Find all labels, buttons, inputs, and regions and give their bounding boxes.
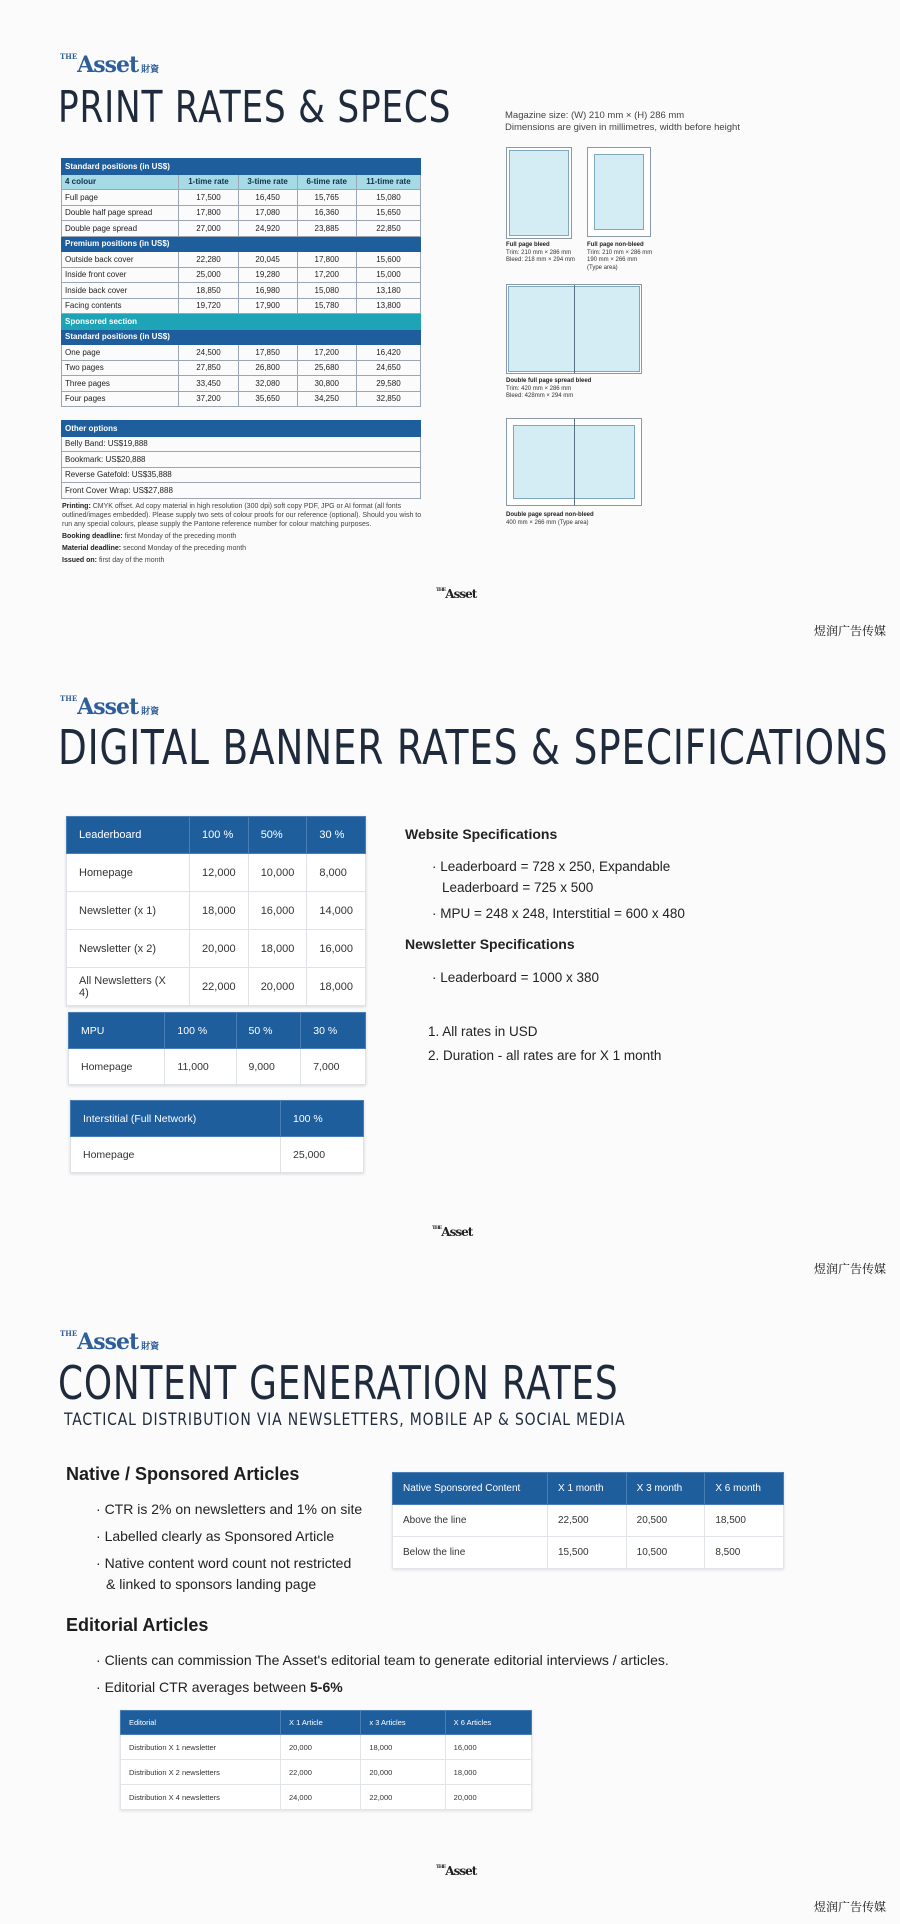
column-header: 100 % xyxy=(165,1013,236,1049)
table-cell: 30,800 xyxy=(297,376,356,392)
table-cell: 34,250 xyxy=(297,391,356,407)
table-cell: Double page spread xyxy=(62,221,179,237)
double-page-nonbleed-caption: Double page spread non-bleed 400 mm × 266 mm (Type area) xyxy=(506,512,594,526)
table-cell: 16,000 xyxy=(248,892,307,930)
table-cell: Below the line xyxy=(393,1537,548,1569)
table-cell: 17,800 xyxy=(179,205,238,221)
table-row xyxy=(62,376,421,392)
bullet-item: · Editorial CTR averages between 5-6% xyxy=(96,1679,343,1695)
table-cell: 18,850 xyxy=(179,283,238,299)
table-cell: 10,000 xyxy=(248,854,307,892)
double-page-bleed-caption: Double full page spread bleed Trim: 420 mm × 286 mm Bleed: 428mm × 294 mm xyxy=(506,378,592,399)
table-cell: 22,850 xyxy=(356,221,420,237)
table-row xyxy=(121,1785,532,1810)
magazine-size: Magazine size: (W) 210 mm × (H) 286 mm Dimensions are given in millimetres, width before height xyxy=(505,110,740,133)
mpu-table xyxy=(68,1012,366,1085)
column-header: MPU xyxy=(69,1013,165,1049)
table-row xyxy=(62,483,421,499)
table-cell: 9,000 xyxy=(236,1049,301,1085)
note-item: 2. Duration - all rates are for X 1 month xyxy=(428,1048,662,1063)
table-cell: 16,420 xyxy=(356,345,420,361)
table-cell: Inside front cover xyxy=(62,267,179,283)
full-page-nonbleed-diagram xyxy=(587,147,651,237)
table-cell: 19,720 xyxy=(179,298,238,314)
table-cell: 20,000 xyxy=(281,1735,361,1760)
table-cell: 22,280 xyxy=(179,252,238,268)
table-row xyxy=(71,1137,364,1173)
table-cell: 29,580 xyxy=(356,376,420,392)
page-title: DIGITAL BANNER RATES & SPECIFICATIONS xyxy=(58,720,889,776)
digital-section xyxy=(0,640,900,1280)
table-cell: 12,000 xyxy=(190,854,249,892)
native-title: Native / Sponsored Articles xyxy=(66,1464,300,1484)
footer-logo: $^{THE}$Asset xyxy=(436,1864,477,1878)
table-cell: Facing contents xyxy=(62,298,179,314)
table-cell: Distribution X 2 newsletters xyxy=(121,1760,281,1785)
table-cell: 27,850 xyxy=(179,360,238,376)
editorial-title: Editorial Articles xyxy=(66,1615,209,1635)
footer-logo: $^{THE}$Asset xyxy=(436,587,477,601)
column-header: 1-time rate xyxy=(179,174,238,190)
table-cell: 24,650 xyxy=(356,360,420,376)
table-cell: 15,080 xyxy=(297,283,356,299)
full-page-bleed-diagram xyxy=(506,147,572,239)
column-header: Interstitial (Full Network) xyxy=(71,1101,281,1137)
bullet-item: · CTR is 2% on newsletters and 1% on site xyxy=(96,1501,363,1517)
table-row xyxy=(393,1537,784,1569)
table-row xyxy=(62,267,421,283)
table-cell: Distribution X 1 newsletter xyxy=(121,1735,281,1760)
table-cell: 25,680 xyxy=(297,360,356,376)
column-header: Leaderboard xyxy=(67,817,190,854)
table-row xyxy=(62,467,421,483)
column-header: 3-time rate xyxy=(238,174,297,190)
the-asset-logo: $^{THE}$Asset 財資 xyxy=(60,1329,160,1355)
bullet-item-continued: & linked to sponsors landing page xyxy=(106,1576,317,1592)
table-cell: Inside back cover xyxy=(62,283,179,299)
table-cell: Newsletter (x 2) xyxy=(67,930,190,968)
column-header: X 1 month xyxy=(548,1473,627,1505)
table-row xyxy=(62,436,421,452)
table-cell: 22,000 xyxy=(281,1760,361,1785)
table-cell: All Newsletters (X 4) xyxy=(67,968,190,1006)
table-cell: 13,180 xyxy=(356,283,420,299)
spec-item: · MPU = 248 x 248, Interstitial = 600 x 480 xyxy=(432,906,685,921)
table-cell: 8,000 xyxy=(307,854,366,892)
table-cell: 18,500 xyxy=(705,1505,784,1537)
table-cell: 24,500 xyxy=(179,345,238,361)
table-cell: 8,500 xyxy=(705,1537,784,1569)
double-page-bleed-diagram xyxy=(506,284,642,374)
table-cell: Full page xyxy=(62,190,179,206)
column-header: 30 % xyxy=(301,1013,366,1049)
editorial-table xyxy=(120,1710,532,1810)
column-header: x 3 Articles xyxy=(361,1711,445,1735)
table-cell: 22,000 xyxy=(190,968,249,1006)
table-row xyxy=(121,1735,532,1760)
table-cell: 15,000 xyxy=(356,267,420,283)
bullet-item: · Labelled clearly as Sponsored Article xyxy=(96,1528,335,1544)
table-row xyxy=(69,1049,366,1085)
table-row xyxy=(62,283,421,299)
native-sponsored-table xyxy=(392,1472,784,1569)
content-section xyxy=(0,1280,900,1924)
table-cell: 15,080 xyxy=(356,190,420,206)
print-section xyxy=(0,0,900,640)
page-subtitle: TACTICAL DISTRIBUTION VIA NEWSLETTERS, MOBILE AP & SOCIAL MEDIA xyxy=(64,1410,626,1430)
table-cell: 16,360 xyxy=(297,205,356,221)
table-cell: Homepage xyxy=(69,1049,165,1085)
table-cell: 16,450 xyxy=(238,190,297,206)
column-header: 30 % xyxy=(307,817,366,854)
table-row xyxy=(62,391,421,407)
table-cell: 27,000 xyxy=(179,221,238,237)
watermark-text: 煜润广告传媒 xyxy=(813,1900,886,1914)
table-cell: One page xyxy=(62,345,179,361)
table-cell: 15,650 xyxy=(356,205,420,221)
table-cell: 18,000 xyxy=(307,968,366,1006)
table-cell: 18,000 xyxy=(190,892,249,930)
page-title: PRINT RATES & SPECS xyxy=(58,82,452,133)
table-cell: 17,200 xyxy=(297,345,356,361)
table-cell: 32,850 xyxy=(356,391,420,407)
table-row xyxy=(393,1505,784,1537)
table-cell: 20,000 xyxy=(361,1760,445,1785)
table-row xyxy=(62,345,421,361)
table-cell: 20,000 xyxy=(445,1785,531,1810)
table-cell: 25,000 xyxy=(281,1137,364,1173)
footer-logo: $^{THE}$Asset xyxy=(432,1225,473,1239)
table-cell: Double half page spread xyxy=(62,205,179,221)
table-cell: 17,500 xyxy=(179,190,238,206)
watermark-text: 煜润广告传媒 xyxy=(813,1262,886,1276)
section-label: Other options xyxy=(62,421,421,437)
table-cell: Reverse Gatefold: US$35,888 xyxy=(62,467,421,483)
table-row xyxy=(67,892,366,930)
table-cell: Homepage xyxy=(71,1137,281,1173)
table-row xyxy=(62,360,421,376)
table-cell: 24,000 xyxy=(281,1785,361,1810)
table-cell: 20,500 xyxy=(626,1505,705,1537)
column-header: Native Sponsored Content xyxy=(393,1473,548,1505)
section-label: Premium positions (in US$) xyxy=(62,236,421,252)
table-cell: 22,000 xyxy=(361,1785,445,1810)
table-cell: 33,450 xyxy=(179,376,238,392)
table-cell: 17,800 xyxy=(297,252,356,268)
the-asset-logo: $^{THE}$Asset 財資 xyxy=(60,694,160,720)
table-cell: 18,000 xyxy=(445,1760,531,1785)
table-cell: 16,000 xyxy=(307,930,366,968)
table-cell: 15,765 xyxy=(297,190,356,206)
double-page-nonbleed-diagram xyxy=(506,418,642,506)
spec-item: · Leaderboard = 728 x 250, Expandable xyxy=(432,859,671,874)
table-cell: 16,980 xyxy=(238,283,297,299)
table-cell: 23,885 xyxy=(297,221,356,237)
table-cell: 11,000 xyxy=(165,1049,236,1085)
table-cell: 16,000 xyxy=(445,1735,531,1760)
note-item: 1. All rates in USD xyxy=(428,1024,538,1039)
table-row xyxy=(62,452,421,468)
column-header: 4 colour xyxy=(62,174,179,190)
print-notes: Printing: CMYK offset. Ad copy material in high resolution (300 dpi) soft copy PDF, JPG or AI format (all fonts outlined/images embedded). Please supply two sets of colour proofs for our reference (optional). Should you wish to run any special colours, please supply the Pantone reference number for colour matching purposes. Booking deadline: first Monday of the preceding month Material deadline: second Monday of the preceding month Issued on: first day of the month xyxy=(62,503,422,564)
spec-item: · Leaderboard = 1000 x 380 xyxy=(432,970,600,985)
table-cell: Three pages xyxy=(62,376,179,392)
table-cell: Bookmark: US$20,888 xyxy=(62,452,421,468)
section-label: Sponsored section xyxy=(62,314,421,330)
bullet-item: · Native content word count not restricted xyxy=(96,1555,352,1571)
table-cell: 17,200 xyxy=(297,267,356,283)
print-rates-table xyxy=(61,158,421,407)
table-cell: 19,280 xyxy=(238,267,297,283)
table-cell: Two pages xyxy=(62,360,179,376)
table-cell: Newsletter (x 1) xyxy=(67,892,190,930)
column-header: X 3 month xyxy=(626,1473,705,1505)
table-cell: 7,000 xyxy=(301,1049,366,1085)
leaderboard-table xyxy=(66,816,366,1006)
the-asset-logo: $^{THE}$Asset 財資 xyxy=(60,52,160,78)
table-cell: 15,600 xyxy=(356,252,420,268)
column-header: X 6 month xyxy=(705,1473,784,1505)
bullet-item: · Clients can commission The Asset's editorial team to generate editorial interviews / articles. xyxy=(96,1652,669,1668)
table-cell: Four pages xyxy=(62,391,179,407)
table-cell: 18,000 xyxy=(361,1735,445,1760)
table-cell: 18,000 xyxy=(248,930,307,968)
table-cell: 15,780 xyxy=(297,298,356,314)
table-row xyxy=(62,221,421,237)
full-page-nonbleed-caption: Full page non-bleed Trim: 210 mm × 286 mm 190 mm × 266 mm (Type area) xyxy=(587,242,653,271)
table-row xyxy=(121,1760,532,1785)
table-cell: 17,900 xyxy=(238,298,297,314)
table-cell: 17,080 xyxy=(238,205,297,221)
interstitial-table xyxy=(70,1100,364,1173)
table-cell: 13,800 xyxy=(356,298,420,314)
table-cell: Homepage xyxy=(67,854,190,892)
column-header: 50% xyxy=(248,817,307,854)
table-row xyxy=(62,252,421,268)
full-page-bleed-caption: Full page bleed Trim: 210 mm × 286 mm Bleed: 218 mm × 294 mm xyxy=(506,242,575,263)
table-cell: 14,000 xyxy=(307,892,366,930)
table-row xyxy=(67,854,366,892)
table-cell: 22,500 xyxy=(548,1505,627,1537)
table-cell: Front Cover Wrap: US$27,888 xyxy=(62,483,421,499)
table-row xyxy=(62,298,421,314)
page-title: CONTENT GENERATION RATES xyxy=(58,1356,619,1410)
table-row xyxy=(67,930,366,968)
column-header: X 1 Article xyxy=(281,1711,361,1735)
table-cell: 15,500 xyxy=(548,1537,627,1569)
column-header: 100 % xyxy=(190,817,249,854)
table-row xyxy=(62,190,421,206)
newsletter-spec-title: Newsletter Specifications xyxy=(405,936,575,952)
website-spec-title: Website Specifications xyxy=(405,826,558,842)
table-cell: Belly Band: US$19,888 xyxy=(62,436,421,452)
spec-item: Leaderboard = 725 x 500 xyxy=(442,880,594,895)
table-cell: 10,500 xyxy=(626,1537,705,1569)
column-header: 50 % xyxy=(236,1013,301,1049)
table-cell: Distribution X 4 newsletters xyxy=(121,1785,281,1810)
table-cell: 20,000 xyxy=(248,968,307,1006)
table-cell: Outside back cover xyxy=(62,252,179,268)
table-cell: 32,080 xyxy=(238,376,297,392)
other-options-table xyxy=(61,420,421,499)
table-cell: 25,000 xyxy=(179,267,238,283)
section-label: Standard positions (in US$) xyxy=(62,329,421,345)
table-cell: 26,800 xyxy=(238,360,297,376)
column-header: 11-time rate xyxy=(356,174,420,190)
table-cell: 37,200 xyxy=(179,391,238,407)
column-header: Editorial xyxy=(121,1711,281,1735)
column-header: 6-time rate xyxy=(297,174,356,190)
table-row xyxy=(67,968,366,1006)
table-cell: 35,650 xyxy=(238,391,297,407)
column-header: X 6 Articles xyxy=(445,1711,531,1735)
section-label: Standard positions (in US$) xyxy=(62,159,421,175)
column-header: 100 % xyxy=(281,1101,364,1137)
watermark-text: 煜润广告传媒 xyxy=(813,624,886,638)
table-cell: 17,850 xyxy=(238,345,297,361)
table-cell: 20,000 xyxy=(190,930,249,968)
table-cell: 20,045 xyxy=(238,252,297,268)
table-cell: Above the line xyxy=(393,1505,548,1537)
table-row xyxy=(62,205,421,221)
table-cell: 24,920 xyxy=(238,221,297,237)
